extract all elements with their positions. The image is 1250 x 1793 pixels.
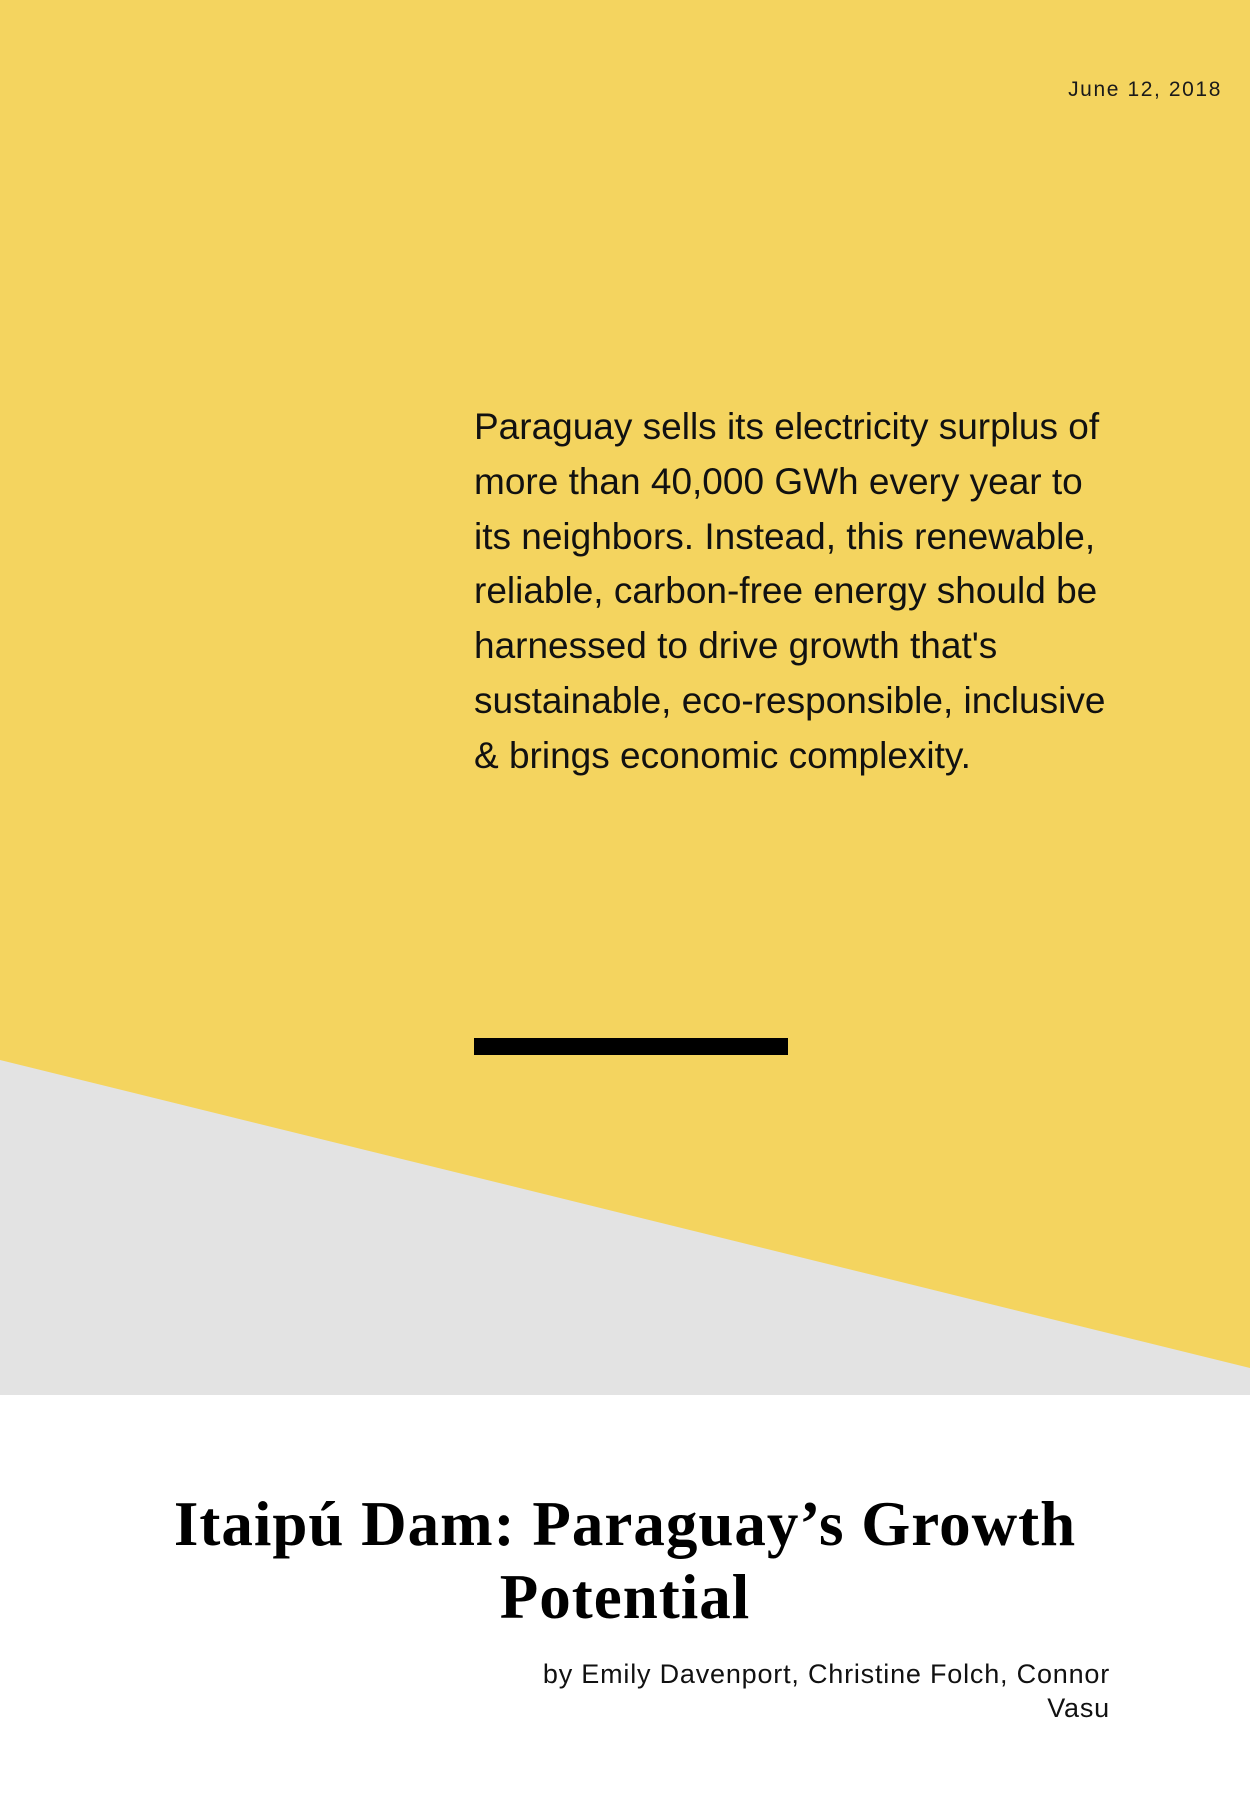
divider-rule — [474, 1038, 788, 1055]
footer-panel — [0, 1396, 1250, 1793]
page-title: Itaipú Dam: Paraguay’s Growth Potential — [173, 1489, 1077, 1633]
publication-date: June 12, 2018 — [1068, 78, 1222, 101]
lede-paragraph: Paraguay sells its electricity surplus of more than 40,000 GWh every year to its neighbors. Instead, this renewable, reliable, carbon-free energy should be harnessed to drive growth that's sustainable, eco-responsible, inclusive & brings economic complexity. — [474, 406, 1106, 776]
byline: by Emily Davenport, Christine Folch, Connor Vasu — [542, 1659, 1110, 1724]
